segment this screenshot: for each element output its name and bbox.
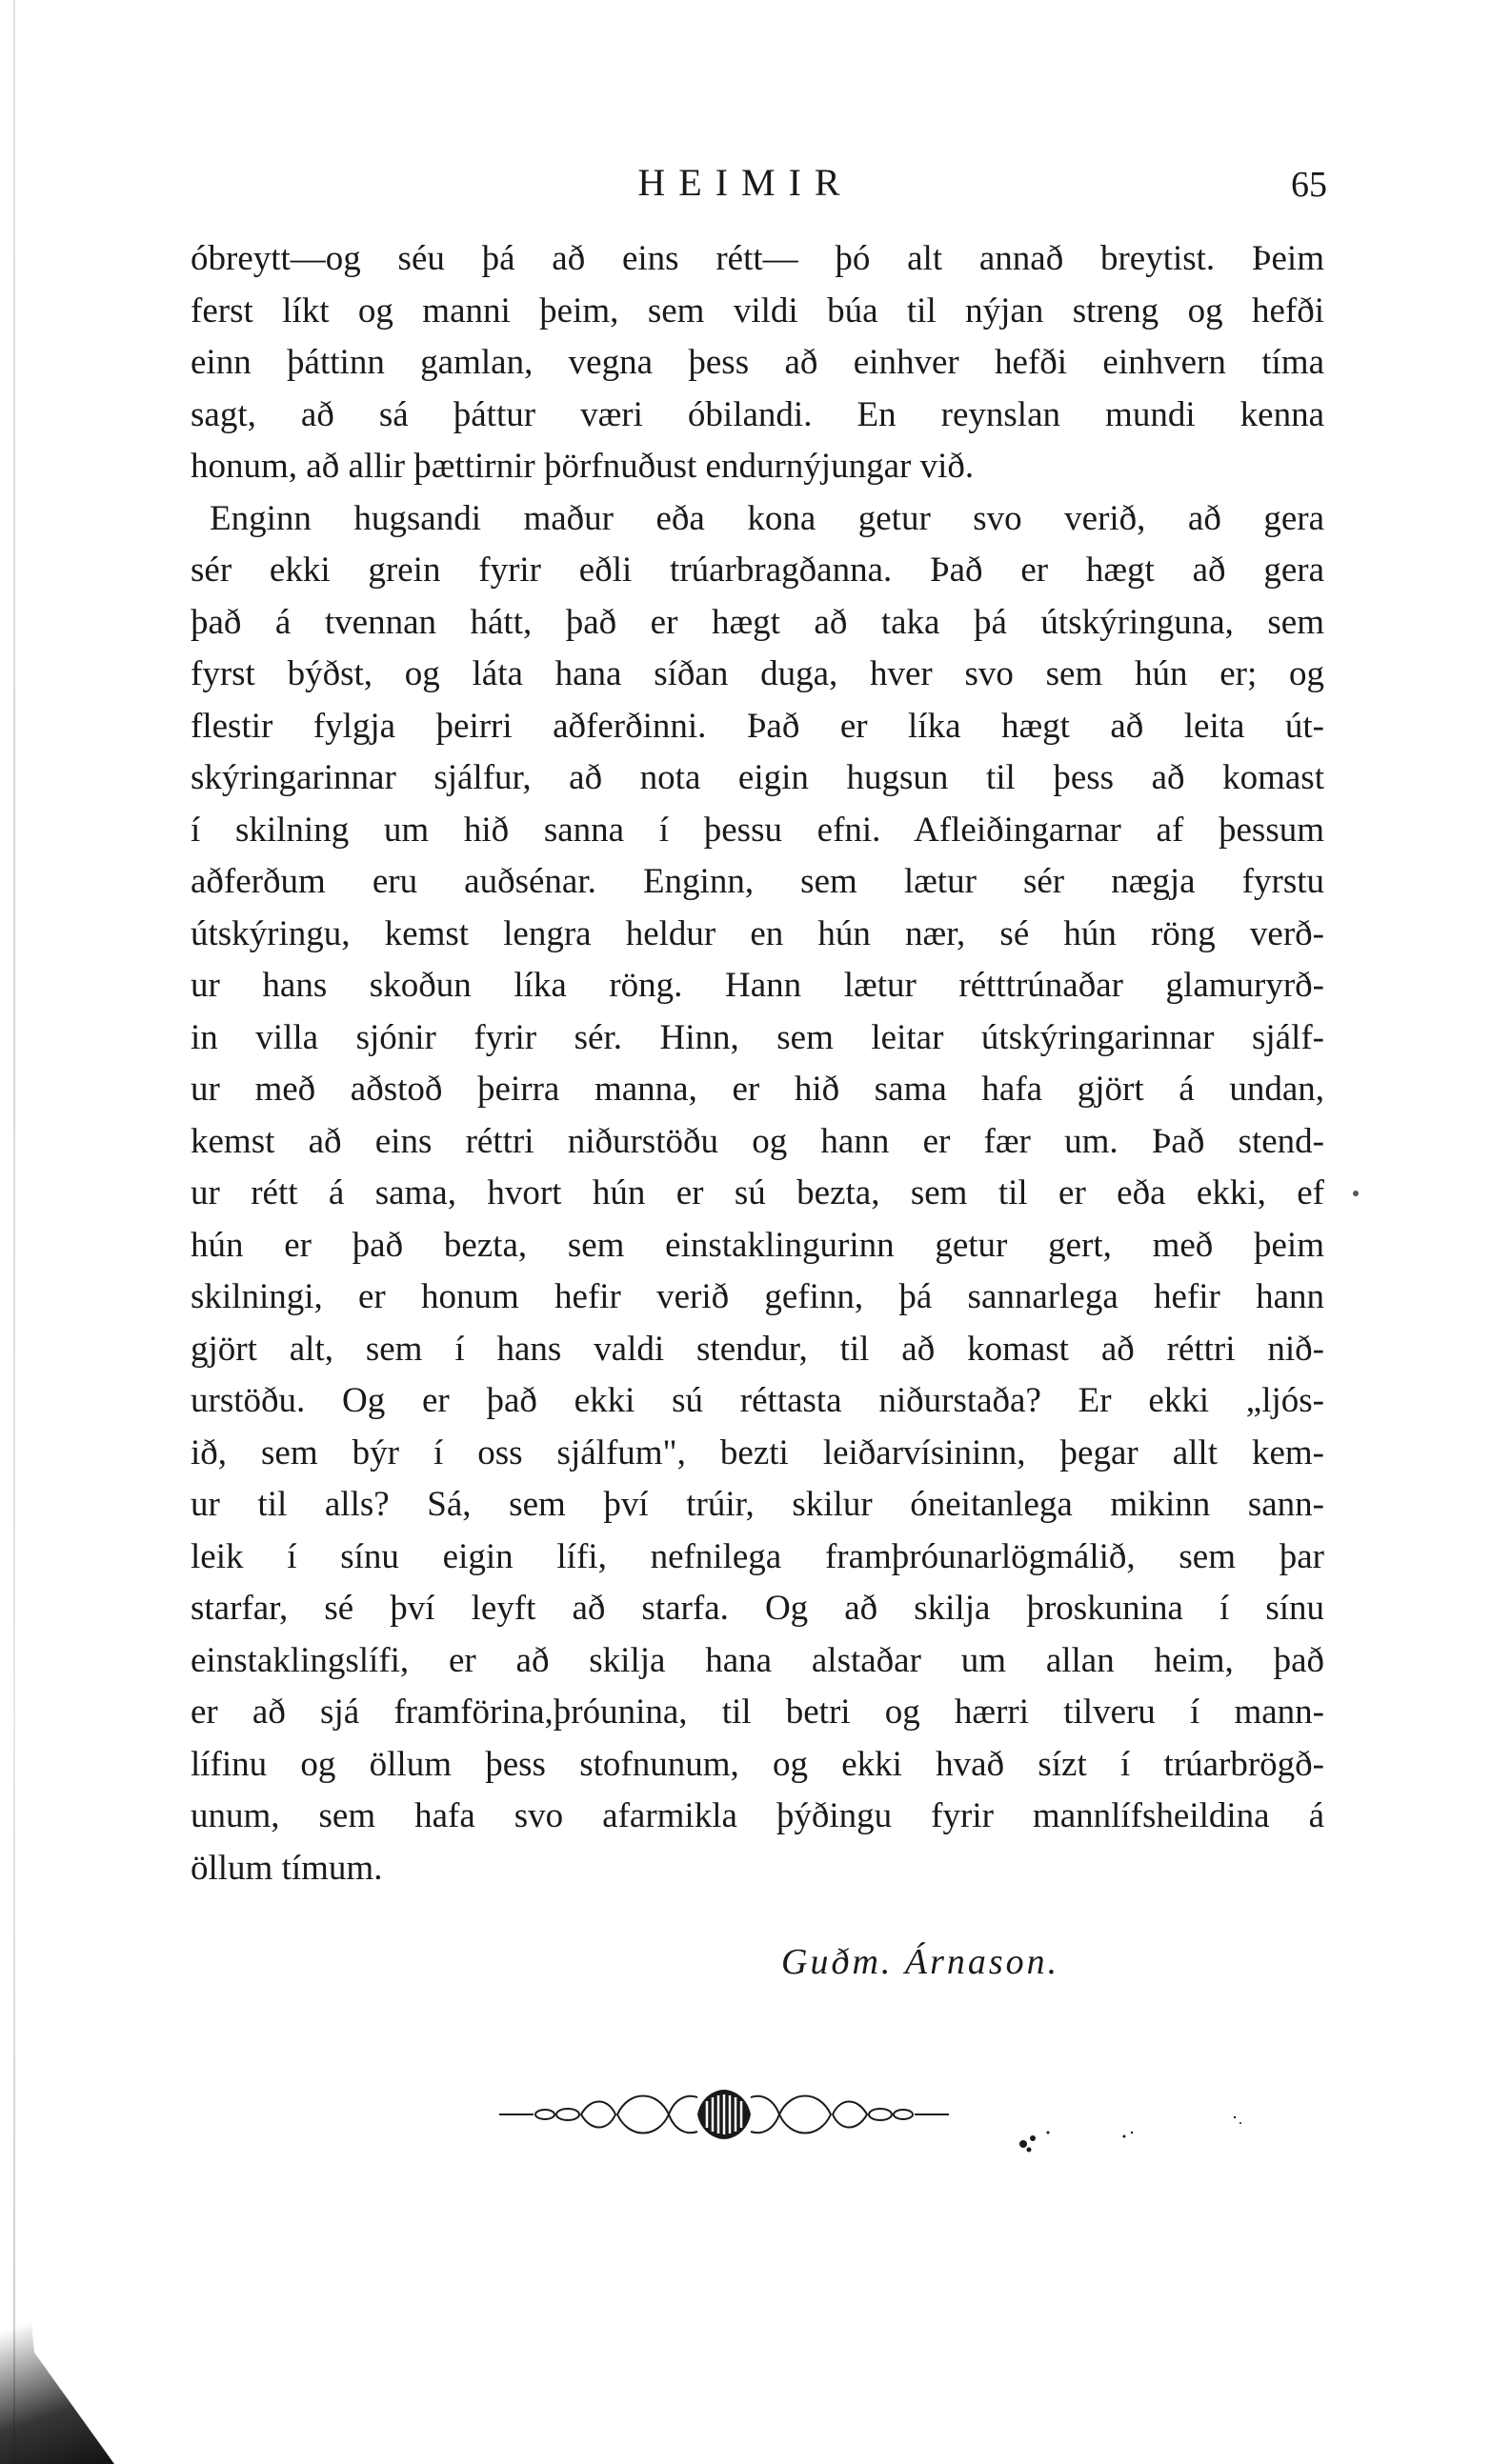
text-line: in villa sjónir fyrir sér. Hinn, sem leitar útskýringarinnar sjálf- xyxy=(191,1017,1324,1057)
decorative-scroll-ornament-icon xyxy=(495,2076,953,2153)
text-line: honum, að allir þættirnir þörfnuðust endurnýjungar við. xyxy=(191,447,975,486)
scan-edge-line xyxy=(13,0,15,2464)
text-line: fyrst býðst, og láta hana síðan duga, hver svo sem hún er; og xyxy=(191,654,1324,693)
running-title: HEIMIR xyxy=(637,161,854,204)
text-line: það á tvennan hátt, það er hægt að taka þá útskýringuna, sem xyxy=(191,602,1324,642)
text-line: unum, sem hafa svo afarmikla þýðingu fyrir mannlífsheildina á xyxy=(191,1796,1324,1835)
text-line: flestir fylgja þeirri aðferðinni. Það er líka hægt að leita út- xyxy=(191,706,1324,746)
text-line: er að sjá framförina,þróunina, til betri og hærri tilveru í mann- xyxy=(191,1693,1324,1732)
text-line: gjört alt, sem í hans valdi stendur, til að komast að réttri nið- xyxy=(191,1329,1324,1369)
scan-corner-shadow xyxy=(0,2216,114,2464)
text-line: ur rétt á sama, hvort hún er sú bezta, sem til er eða ekki, ef xyxy=(191,1173,1324,1212)
text-line: ferst líkt og manni þeim, sem vildi búa til nýjan streng og hefði xyxy=(191,290,1324,331)
text-line: öllum tímum. xyxy=(191,1848,383,1888)
text-line: aðferðum eru auðsénar. Enginn, sem lætur sér nægja fyrstu xyxy=(191,862,1324,901)
running-head xyxy=(0,160,1491,208)
text-line: sagt, að sá þáttur væri óbilandi. En reynslan mundi kenna xyxy=(191,394,1324,434)
text-line: hún er það bezta, sem einstaklingurinn getur gert, með þeim xyxy=(191,1225,1324,1265)
text-line: óbreytt—og séu þá að eins rétt— þó alt annað breytist. Þeim xyxy=(191,239,1324,278)
body-text xyxy=(191,233,1324,1894)
author-signature: Guðm. Árnason. xyxy=(781,1942,1060,1982)
text-line: skilningi, er honum hefir verið gefinn, þá sannarlega hefir hann xyxy=(191,1277,1324,1316)
text-line: skýringarinnar sjálfur, að nota eigin hugsun til þess að komast xyxy=(191,758,1324,797)
text-line: starfar, sé því leyft að starfa. Og að skilja þroskunina í sínu xyxy=(191,1589,1324,1628)
text-line: lífinu og öllum þess stofnunum, og ekki hvað sízt í trúarbrögð- xyxy=(191,1744,1324,1784)
text-line: einn þáttinn gamlan, vegna þess að einhver hefði einhvern tíma xyxy=(191,343,1324,382)
text-line: ur með aðstoð þeirra manna, er hið sama hafa gjört á undan, xyxy=(191,1070,1324,1109)
ink-specks xyxy=(1010,2110,1258,2167)
text-line: einstaklingslífi, er að skilja hana alstaðar um allan heim, það xyxy=(191,1640,1324,1680)
text-line: ur til alls? Sá, sem því trúir, skilur óneitanlega mikinn sann- xyxy=(191,1485,1324,1524)
text-line: ið, sem býr í oss sjálfum", bezti leiðarvísininn, þegar allt kem- xyxy=(191,1432,1324,1472)
margin-speck xyxy=(1353,1191,1359,1196)
text-line: kemst að eins réttri niðurstöðu og hann er fær um. Það stend- xyxy=(191,1121,1324,1161)
text-line: leik í sínu eigin lífi, nefnilega framþróunarlögmálið, sem þar xyxy=(191,1536,1324,1576)
text-line: útskýringu, kemst lengra heldur en hún nær, sé hún röng verð- xyxy=(191,913,1324,953)
text-line: Enginn hugsandi maður eða kona getur svo verið, að gera xyxy=(210,498,1324,538)
text-line: í skilning um hið sanna í þessu efni. Afleiðingarnar af þessum xyxy=(191,810,1324,850)
text-line: ur hans skoðun líka röng. Hann lætur rétttrúnaðar glamuryrð- xyxy=(191,966,1324,1005)
text-line: sér ekki grein fyrir eðli trúarbragðanna. Það er hægt að gera xyxy=(191,551,1324,590)
page-number: 65 xyxy=(1291,165,1327,205)
text-line: urstöðu. Og er það ekki sú réttasta niðurstaða? Er ekki „ljós- xyxy=(191,1381,1324,1420)
